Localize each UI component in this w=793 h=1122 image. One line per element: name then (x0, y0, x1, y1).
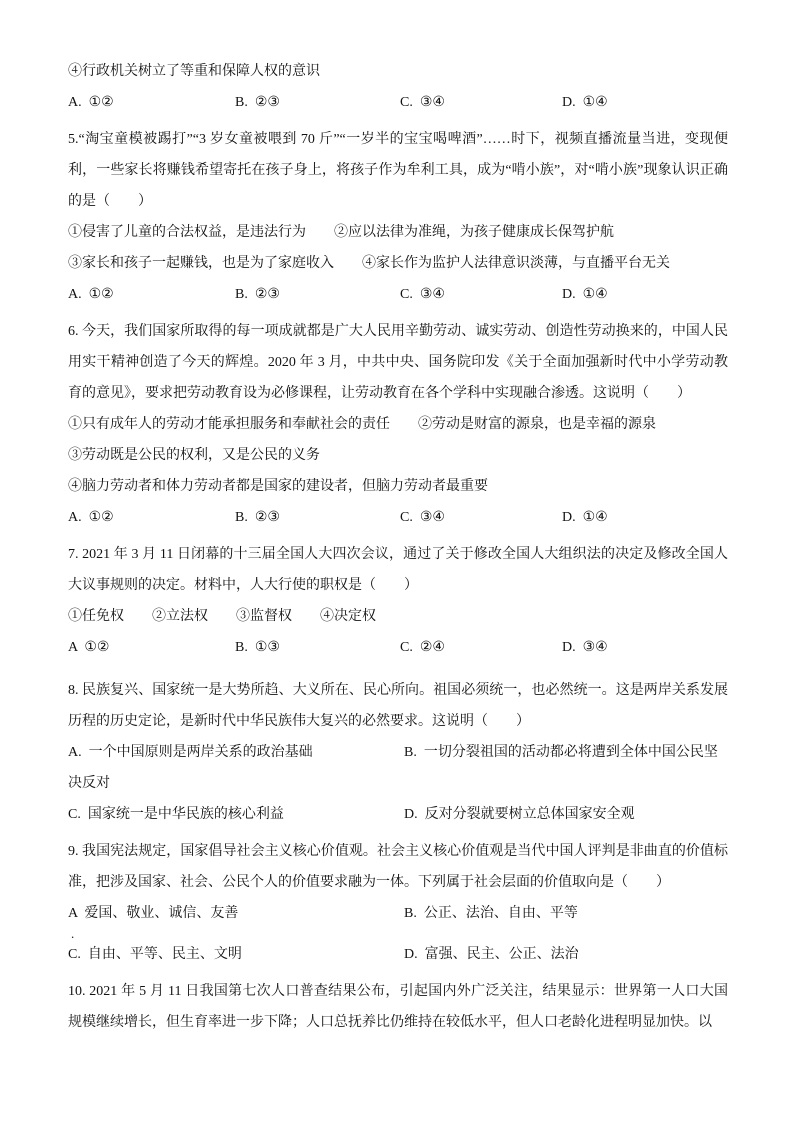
option: D. ①④ (562, 510, 608, 525)
options-row (68, 737, 728, 799)
question-items-line: ①任免权 ②立法权 ③监督权 ④决定权 (68, 609, 376, 624)
question-5 (68, 124, 728, 310)
option: C. ②④ (400, 640, 445, 655)
options-row (68, 939, 728, 970)
question-items-line: ③家长和孩子一起赚钱，也是为了家庭收入 ④家长作为监护人法律意识淡薄，与直播平台无关 (68, 256, 670, 271)
options-row (68, 279, 728, 310)
option: B. 一切分裂祖国的活动都必将遭到全体中国公民坚决反对 (68, 745, 718, 791)
question-stem: 6. 今天，我们国家所取得的每一项成就都是广大人民用辛勤劳动、诚实劳动、创造性劳动换来的，中国人民用实干精神创造了今天的辉煌。2020 年 3 月，中共中央、国务院印发《关于全面加强新时代中小学劳动教育的意见》，要求把劳动教育设为必修课程，让劳动教育在各个学科中实现融合渗透。这说明（ ） (68, 324, 728, 401)
question-8 (68, 675, 728, 830)
question-9 (68, 836, 728, 970)
option: C. ③④ (400, 510, 445, 525)
question-7 (68, 539, 728, 663)
option: C. ③④ (400, 95, 445, 110)
question-items-line: ④脑力劳动者和体力劳动者都是国家的建设者，但脑力劳动者最重要 (68, 479, 488, 494)
option: A ①② (68, 640, 110, 655)
question-items-line: ①只有成年人的劳动才能承担服务和奉献社会的责任 ②劳动是财富的源泉，也是幸福的源泉 (68, 417, 656, 432)
option: B. ①③ (235, 640, 280, 655)
options-row (68, 502, 728, 533)
option: A. ①② (68, 287, 114, 302)
question-6 (68, 316, 728, 533)
options-row (68, 632, 728, 663)
option: C. 自由、平等、民主、文明 (68, 947, 242, 962)
option: A. ①② (68, 95, 114, 110)
question-items-line: ④行政机关树立了等重和保障人权的意识 (68, 64, 320, 79)
option: A. 一个中国原则是两岸关系的政治基础 (68, 745, 313, 760)
question-stem: 8. 民族复兴、国家统一是大势所趋、大义所在、民心所向。祖国必须统一，也必然统一。这是两岸关系发展历程的历史定论，是新时代中华民族伟大复兴的必然要求。这说明（ ） (68, 683, 728, 729)
question-items-line: ③劳动既是公民的权利，又是公民的义务 (68, 448, 320, 463)
question-stem: 5.“淘宝童模被踢打”“3 岁女童被喂到 70 斤”“一岁半的宝宝喝啤酒”……时下，视频直播流量当进，变现便利，一些家长将赚钱希望寄托在孩子身上，将孩子作为牟利工具，成为“啃小族”，对“啃小族”现象认识正确的是（ ） (68, 132, 728, 209)
options-row (68, 898, 728, 929)
question-stem: 10. 2021 年 5 月 11 日我国第七次人口普查结果公布，引起国内外广泛关注，结果显示：世界第一人口大国规模继续增长，但生育率进一步下降；人口总抚养比仍维持在较低水平，但人口老龄化进程明显加快。以 (68, 984, 728, 1030)
options-row (68, 87, 728, 118)
option: C. ③④ (400, 287, 445, 302)
option: B. ②③ (235, 510, 280, 525)
question-stem: 7. 2021 年 3 月 11 日闭幕的十三届全国人大四次会议，通过了关于修改全国人大组织法的决定及修改全国人大议事规则的决定。材料中，人大行使的职权是（ ） (68, 547, 728, 593)
stray-mark: . (71, 926, 75, 941)
option: B. 公正、法治、自由、平等 (404, 906, 578, 921)
options-row (68, 799, 728, 830)
option: D. ③④ (562, 640, 608, 655)
option: A 爱国、敬业、诚信、友善 (68, 906, 239, 921)
option: D. ①④ (562, 95, 608, 110)
option: C. 国家统一是中华民族的核心利益 (68, 807, 284, 822)
option: D. ①④ (562, 287, 608, 302)
option: B. ②③ (235, 95, 280, 110)
question-items-line: ①侵害了儿童的合法权益，是违法行为 ②应以法律为准绳，为孩子健康成长保驾护航 (68, 225, 614, 240)
option: D. 富强、民主、公正、法治 (404, 947, 579, 962)
option: D. 反对分裂就要树立总体国家安全观 (404, 807, 635, 822)
option: A. ①② (68, 510, 114, 525)
option: B. ②③ (235, 287, 280, 302)
question-10 (68, 976, 728, 1038)
question-stem: 9. 我国宪法规定，国家倡导社会主义核心价值观。社会主义核心价值观是当代中国人评判是非曲直的价值标准，把涉及国家、社会、公民个人的价值要求融为一体。下列属于社会层面的价值取向是（ ） (68, 844, 728, 890)
question-4-continuation (68, 56, 728, 118)
